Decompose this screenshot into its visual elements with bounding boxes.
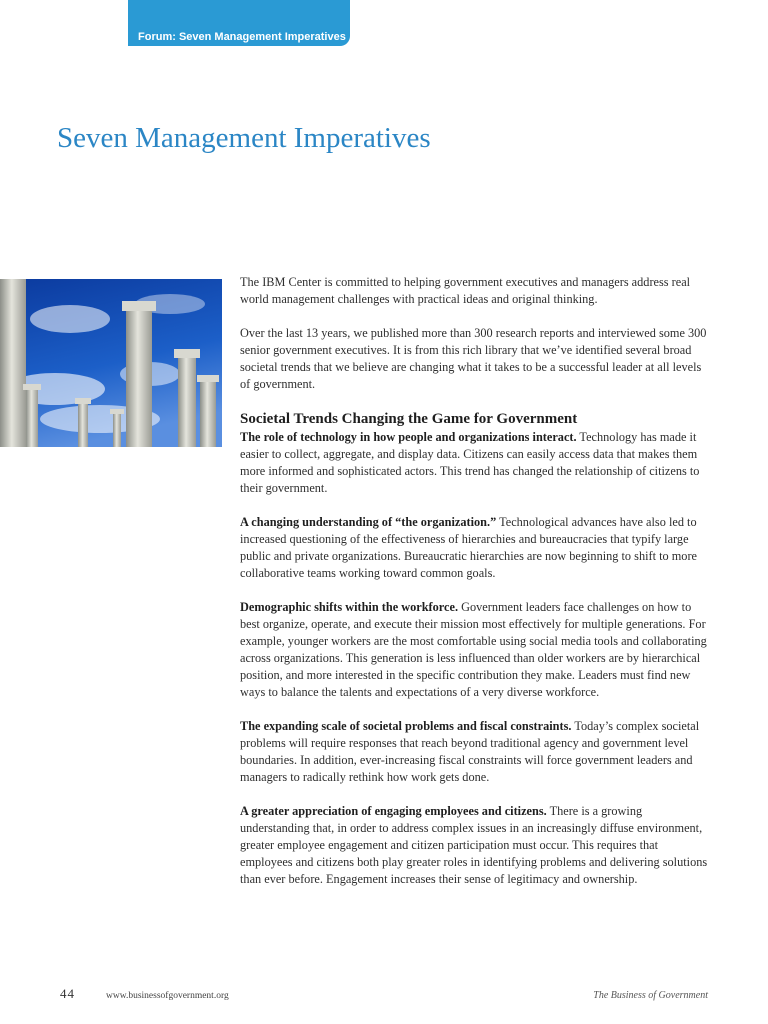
- journal-name: The Business of Government: [593, 990, 708, 1001]
- trend-paragraph: [240, 429, 712, 497]
- trend-text: Technology has made it easier to collect, aggregate, and display data. Citizens can easily access data that makes them more informed and sophisticated actors. This trend has changed the relationship of citizens to their government.: [240, 430, 700, 495]
- trend-text: Government leaders face challenges on how to best organize, operate, and execute their mission most effectively for multiple generations. For example, younger workers are the most comfortable using social media tools and collaborating across organizations. This generation is less influenced than older workers are by hierarchical position, and more interested in the specific contribution they make. Leaders must find new ways to balance the talents and expectations of a very diverse workforce.: [240, 600, 707, 699]
- trend-lead: A greater appreciation of engaging employees and citizens.: [240, 804, 547, 818]
- article-body: [240, 274, 712, 905]
- trend-lead: A changing understanding of “the organization.”: [240, 515, 497, 529]
- intro-paragraph: The IBM Center is committed to helping government executives and managers address real world management challenges with practical ideas and original thinking.: [240, 275, 691, 306]
- trend-lead: Demographic shifts within the workforce.: [240, 600, 459, 614]
- trend-paragraph: [240, 514, 712, 582]
- trend-text: Today’s complex societal problems will require responses that reach beyond traditional agency and government level boundaries. In addition, ever-increasing fiscal constraints will force government leaders and managers to radically rethink how work gets done.: [240, 719, 700, 784]
- trend-text: There is a growing understanding that, in order to address complex issues in an increasingly diffuse environment, greater employee engagement and citizen participation must occur. This requires that employees and citizens both play greater roles in identifying problems and delivering solutions than ever before. Engagement increases their sense of legitimacy and ownership.: [240, 804, 708, 886]
- columns-photo: [0, 279, 222, 447]
- trend-text: Technological advances have also led to increased questioning of the effectiveness of hierarchies and bureaucracies that typify large public and private organizations. Bureaucratic hierarchies are now beginning to shift to more collaborative teams working toward common goals.: [240, 515, 697, 580]
- intro-paragraph: Over the last 13 years, we published more than 300 research reports and interviewed some 300 senior government executives. It is from this rich library that we’ve identified several broad societal trends that we believe are changing what it takes to be a successful leader at all levels of government.: [240, 326, 707, 391]
- trend-lead: The expanding scale of societal problems and fiscal constraints.: [240, 719, 572, 733]
- website-link[interactable]: www.businessofgovernment.org: [106, 991, 229, 1001]
- page-number: 44: [60, 986, 75, 1001]
- trend-paragraph: [240, 599, 712, 701]
- page-title: Seven Management Imperatives: [57, 122, 431, 154]
- section-heading: Societal Trends Changing the Game for Government: [240, 411, 578, 427]
- section-tab-label: Forum: Seven Management Imperatives: [138, 31, 346, 43]
- trend-lead: The role of technology in how people and organizations interact.: [240, 430, 577, 444]
- trend-paragraph: [240, 803, 712, 888]
- section-tab: [128, 0, 350, 46]
- trend-paragraph: [240, 718, 712, 786]
